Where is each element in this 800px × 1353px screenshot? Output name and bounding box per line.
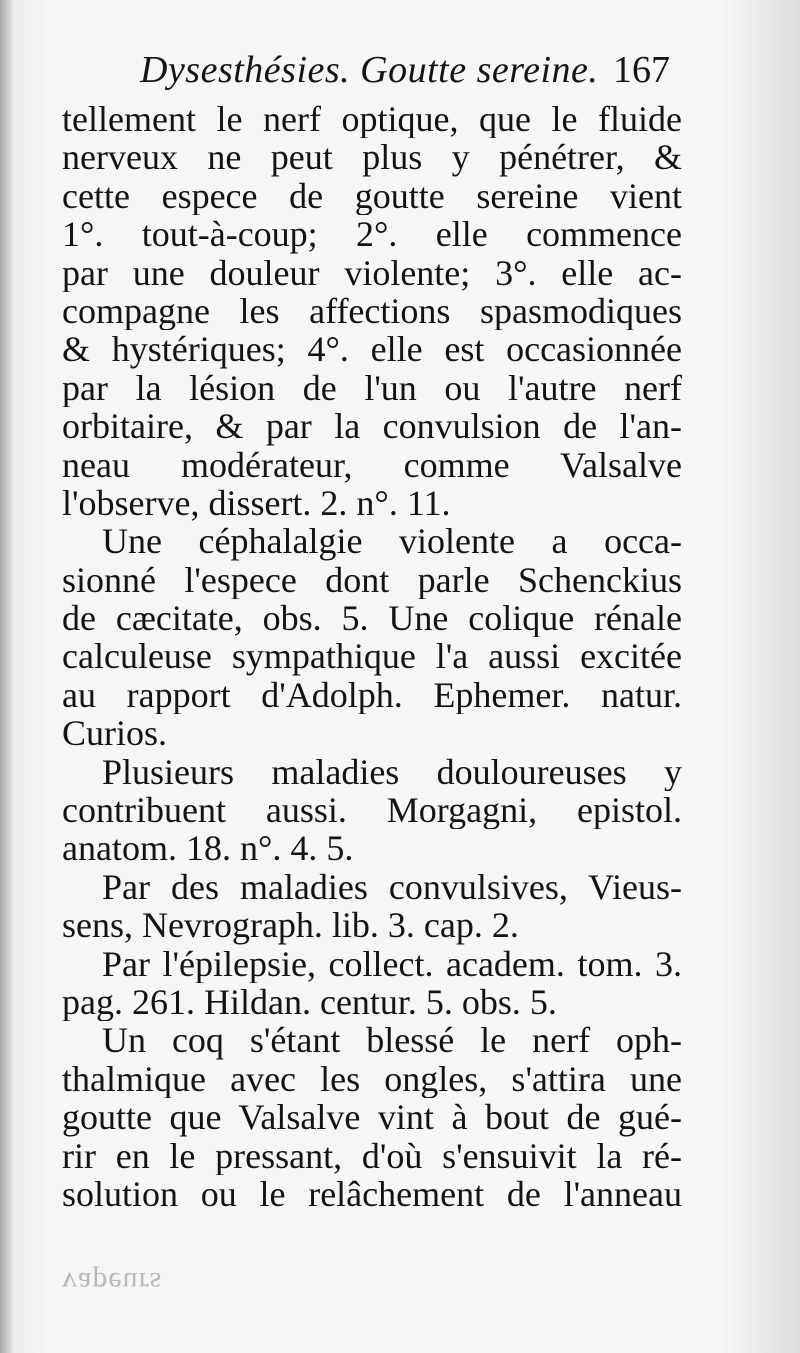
- text-line: sionné l'espece dont parle Schenckius: [62, 560, 682, 600]
- text-line: orbitaire, & par la convulsion de l'an-: [62, 407, 682, 446]
- text-line: Par l'épilepsie, collect. academ. tom. 3.: [102, 944, 682, 983]
- text-line: & hystériques; 4°. elle est occasionnée: [62, 330, 682, 369]
- text-line: nerveux ne peut plus y pénétrer, &: [62, 138, 682, 177]
- body-text: [62, 100, 682, 1213]
- text-line: Curios.: [62, 714, 168, 753]
- text-line: pag. 261. Hildan. centur. 5. obs. 5.: [62, 982, 557, 1022]
- text-line: rir en le pressant, d'où s'ensuivit la ré-: [62, 1136, 682, 1175]
- text-line: neau modérateur, comme Valsalve: [62, 445, 682, 484]
- text-line: 1°. tout-à-coup; 2°. elle commence: [62, 215, 682, 254]
- text-line: Par des maladies convulsives, Vieus-: [102, 867, 682, 907]
- text-line: contribuent aussi. Morgagni, epistol.: [62, 791, 682, 830]
- text-line: calculeuse sympathique l'a aussi excitée: [62, 637, 682, 676]
- page-header: [140, 42, 670, 98]
- text-line: cette espece de goutte sereine vient: [62, 176, 682, 216]
- text-line: par une douleur violente; 3°. elle ac-: [62, 253, 682, 292]
- text-line: thalmique avec les ongles, s'attira une: [62, 1059, 682, 1099]
- text-line: sens, Nevrograph. lib. 3. cap. 2.: [62, 906, 519, 945]
- text-line: solution ou le relâchement de l'anneau: [62, 1174, 682, 1214]
- text-line: par la lésion de l'un ou l'autre nerf: [62, 368, 682, 408]
- text-line: au rapport d'Adolph. Ephemer. natur.: [62, 675, 682, 715]
- text-line: anatom. 18. n°. 4. 5.: [62, 829, 354, 868]
- text-line: tellement le nerf optique, que le fluide: [62, 100, 682, 139]
- text-line: Une céphalalgie violente a occa-: [102, 522, 682, 561]
- text-line: goutte que Valsalve vint à bout de gué-: [62, 1098, 682, 1137]
- bleed-through-catchword: vapeurs: [62, 1266, 163, 1299]
- running-title: Dysesthésies. Goutte sereine.: [140, 49, 599, 91]
- text-line: Un coq s'étant blessé le nerf oph-: [102, 1021, 682, 1060]
- text-line: l'observe, dissert. 2. n°. 11.: [62, 483, 451, 523]
- text-line: compagne les affections spasmodiques: [62, 291, 682, 331]
- text-line: de cæcitate, obs. 5. Une colique rénale: [62, 599, 682, 638]
- text-line: Plusieurs maladies douloureuses y: [102, 752, 682, 792]
- page-number: 167: [613, 49, 670, 91]
- gutter-shadow: [0, 0, 14, 1353]
